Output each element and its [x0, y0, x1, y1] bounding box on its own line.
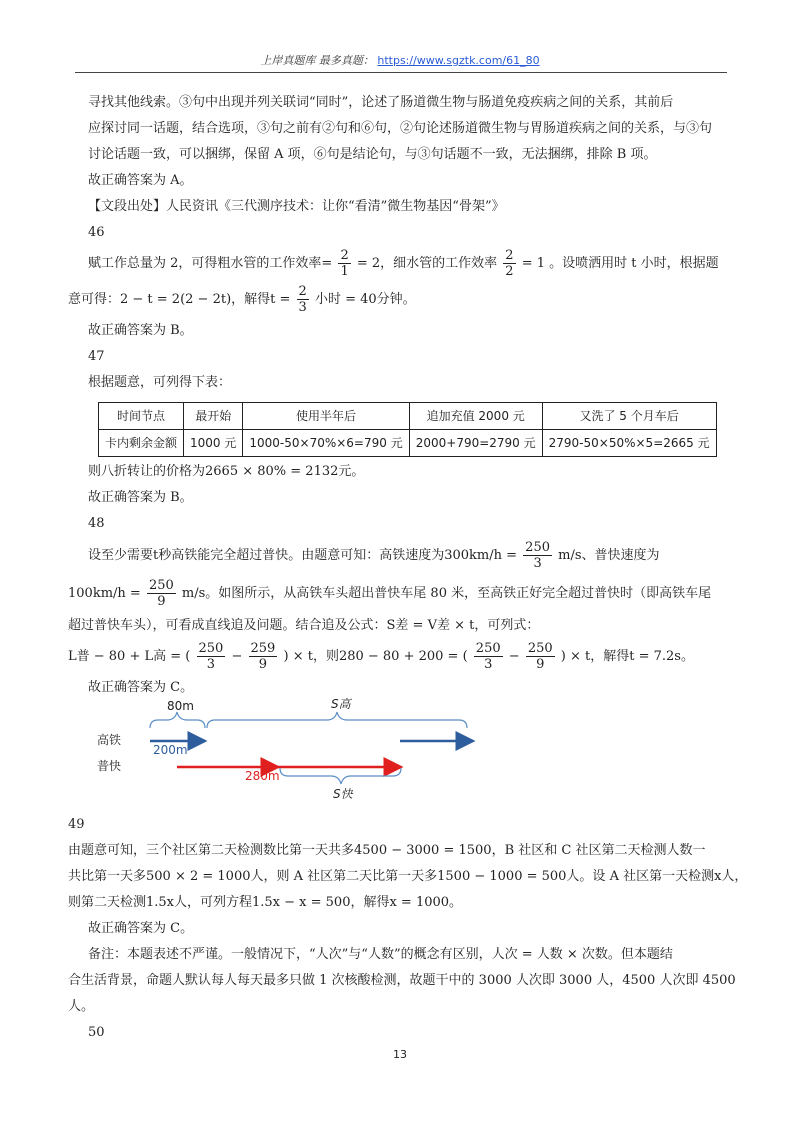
denominator: 3	[298, 300, 307, 315]
brace-80m	[150, 712, 205, 728]
numerator: 2	[505, 248, 514, 263]
denominator: 2	[505, 264, 514, 279]
brace-s-kuai	[280, 768, 401, 784]
table-cell: 1000-50×70%×6=790 元	[243, 430, 409, 457]
numerator: 250	[475, 641, 501, 656]
text-run: ) × t，解得t = 7.2s。	[560, 649, 694, 664]
paragraph-line: 应探讨同一话题，结合选项，③句之前有②句和⑥句，②句论述肠道微生物与胃肠道疾病之间的关系，与③句	[88, 121, 713, 136]
paragraph-line: 讨论话题一致，可以捆绑，保留 A 项，⑥句是结论句，与③句话题不一致，无法捆绑，排除 B 项。	[88, 147, 657, 162]
text-run: L普 − 80 + L高 = (	[68, 649, 191, 664]
text-run: −	[231, 649, 243, 664]
q46-line1	[88, 246, 742, 282]
fraction	[474, 641, 503, 672]
label-80m: 80m	[167, 699, 194, 713]
answer-line: 故正确答案为 C。	[88, 921, 194, 936]
denominator: 9	[258, 657, 268, 672]
text-run: 意可得：2 − t = 2(2 − 2t)，解得t =	[68, 292, 291, 307]
label-280m: 280m	[245, 769, 280, 783]
header-rule	[75, 72, 727, 73]
question-number: 50	[88, 1025, 105, 1040]
answer-line: 故正确答案为 B。	[88, 323, 193, 338]
table-header-row	[99, 403, 717, 430]
train-diagram	[95, 698, 495, 806]
table-row	[99, 430, 717, 457]
text-run: = 2，细水管的工作效率	[356, 256, 498, 271]
table-cell: 卡内剩余金额	[99, 430, 184, 457]
table-cell: 2000+790=2790 元	[409, 430, 542, 457]
text-run: −	[508, 649, 520, 664]
brace-s-gao	[207, 712, 467, 728]
text-run: 100km/h =	[68, 586, 141, 601]
page-number: 13	[393, 1048, 407, 1061]
q48-line4	[68, 639, 742, 675]
fraction	[523, 540, 552, 571]
label-s-kuai: S快	[333, 787, 353, 801]
question-number: 47	[88, 349, 105, 364]
label-pukuai: 普快	[97, 759, 122, 773]
paragraph-line: 备注：本题表述不严谨。一般情况下，“人次”与“人数”的概念有区别，人次 = 人数 × 次数。但本题结	[88, 947, 673, 962]
fraction	[249, 641, 278, 672]
numerator: 2	[298, 284, 307, 299]
header-link[interactable]: https://www.sgztk.com/61_80	[377, 54, 540, 67]
question-number: 48	[88, 516, 105, 531]
table-header-cell: 时间节点	[99, 403, 184, 430]
numerator: 250	[198, 641, 224, 656]
table-cell: 1000 元	[184, 430, 243, 457]
text-run: m/s。如图所示，从高铁车头超出普快车尾 80 米，至高铁正好完全超过普快时（即高铁车尾	[181, 586, 712, 601]
fraction	[147, 578, 176, 609]
table-header-cell: 又洗了 5 个月车后	[542, 403, 716, 430]
fraction	[297, 284, 309, 315]
header-label: 上岸真题库 最多真题：	[260, 54, 374, 67]
denominator: 3	[533, 556, 542, 571]
table-cell: 2790-50×50%×5=2665 元	[542, 430, 716, 457]
q48-line1	[88, 537, 742, 575]
paragraph-line: 超过普快车头），可看成直线追及问题。结合追及公式：S差 = V差 × t，可列式：	[68, 618, 540, 633]
question-number: 46	[88, 225, 105, 240]
fraction	[526, 641, 555, 672]
q46-line2	[68, 282, 742, 318]
text-run: = 1 。设喷洒用时 t 小时，根据题	[521, 256, 719, 271]
numerator: 250	[525, 540, 550, 555]
paragraph-line: 合生活背景，命题人默认每人每天最多只做 1 次核酸检测，故题干中的 3000 人次即 3000 人，4500 人次即 4500	[68, 973, 736, 988]
answer-line: 故正确答案为 B。	[88, 490, 193, 505]
paragraph-line: 则第二天检测1.5x人，可列方程1.5x − x = 500，解得x = 1000。	[68, 895, 463, 910]
table-header-cell: 追加充值 2000 元	[409, 403, 542, 430]
document-body-lower	[68, 812, 748, 1046]
numerator: 2	[340, 248, 349, 263]
paragraph-line: 则八折转让的价格为2665 × 80% = 2132元。	[88, 464, 365, 479]
fraction	[197, 641, 226, 672]
page-header	[0, 52, 800, 68]
table-header-cell: 最开始	[184, 403, 243, 430]
numerator: 259	[250, 641, 276, 656]
numerator: 250	[148, 578, 174, 593]
paragraph-line: 寻找其他线索。③句中出现并列关联词“同时”，论述了肠道微生物与肠道免疫疾病之间的关系，其前后	[88, 95, 674, 110]
paragraph-line: 由题意可知，三个社区第二天检测数比第一天共多4500 − 3000 = 1500，B 社区和 C 社区第二天检测人数一	[68, 843, 706, 858]
label-s-gao: S高	[331, 698, 351, 711]
data-table	[98, 402, 717, 457]
answer-line: 故正确答案为 C。	[88, 680, 194, 695]
fraction	[503, 248, 515, 279]
q48-line2	[68, 575, 742, 613]
paragraph-line: 共比第一天多500 × 2 = 1000人，则 A 社区第二天比第一天多1500 − 1000 = 500人。设 A 社区第一天检测x人，	[68, 869, 748, 884]
denominator: 3	[484, 657, 493, 672]
label-200m: 200m	[153, 743, 188, 757]
text-run: 小时 = 40分钟。	[314, 292, 416, 307]
document-body	[68, 90, 742, 701]
table-header-cell: 使用半年后	[243, 403, 409, 430]
denominator: 1	[340, 264, 349, 279]
denominator: 9	[157, 594, 166, 609]
text-run: 赋工作总量为 2，可得粗水管的工作效率=	[88, 256, 333, 271]
fraction	[338, 248, 350, 279]
paragraph-line: 人。	[68, 999, 95, 1014]
question-number: 49	[68, 817, 85, 832]
paragraph-line: 根据题意，可列得下表：	[88, 375, 232, 390]
text-run: ) × t，则280 − 80 + 200 = (	[283, 649, 468, 664]
denominator: 3	[206, 657, 216, 672]
answer-line: 故正确答案为 A。	[88, 173, 193, 188]
text-run: 设至少需要t秒高铁能完全超过普快。由题意可知：高铁速度为300km/h =	[88, 548, 518, 563]
numerator: 250	[527, 641, 553, 656]
denominator: 9	[536, 657, 545, 672]
label-gaotie: 高铁	[97, 733, 122, 747]
source-line: 【文段出处】人民资讯《三代测序技术：让你“看清”微生物基因“骨架”》	[88, 199, 505, 214]
text-run: m/s、普快速度为	[558, 548, 660, 563]
